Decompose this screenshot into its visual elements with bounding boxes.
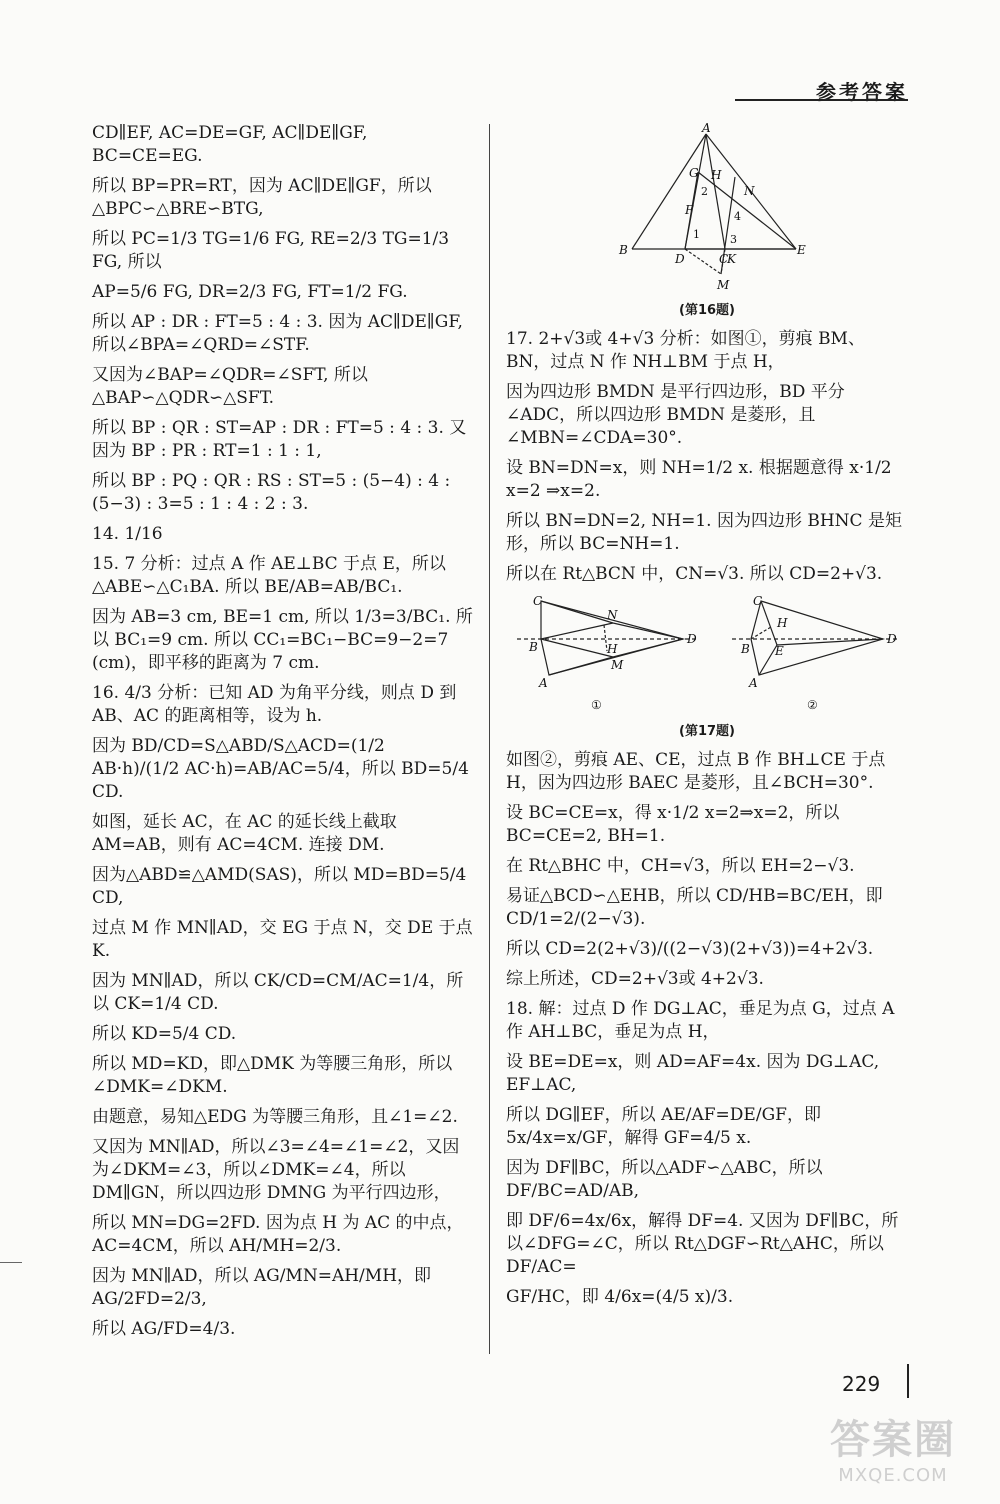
- text-line: 设 BE=DE=x，则 AD=AF=4x. 因为 DG⊥AC, EF⊥AC,: [506, 1052, 880, 1095]
- figure-16-diagram: [607, 122, 807, 292]
- text-line: 所以 BN=DN=2, NH=1. 因为四边形 BHNC 是矩形，所以 BC=NH=1.: [506, 511, 902, 554]
- f1-label-C: C: [533, 594, 543, 608]
- text-line: 因为 AB=3 cm, BE=1 cm, 所以 1/3=3/BC₁. 所以 BC₁=9 cm. 所以 CC₁=BC₁−BC=9−2=7 (cm)，即平移的距离为 7 cm.: [92, 607, 473, 673]
- f1-label-M: M: [611, 658, 624, 672]
- text-line: 所以在 Rt△BCN 中，CN=√3. 所以 CD=2+√3.: [506, 564, 883, 584]
- watermark-url: MXQE.COM: [838, 1465, 948, 1486]
- text-line: 设 BC=CE=x，得 x·1/2 x=2⇒x=2，所以 BC=CE=2, BH=1.: [506, 803, 840, 846]
- label-G: G: [689, 166, 699, 180]
- f2-label-B: B: [741, 642, 750, 656]
- angle-3: 3: [730, 233, 737, 246]
- text-line: 因为 MN∥AD，所以 AG/MN=AH/MH，即 AG/2FD=2/3,: [92, 1266, 432, 1309]
- label-K: K: [727, 252, 736, 266]
- label-N: N: [744, 184, 755, 198]
- f1-label-B: B: [529, 640, 538, 654]
- label-C: C: [719, 252, 729, 266]
- figure-16: [506, 122, 908, 318]
- text-line: 所以 BP=PR=RT，因为 AC∥DE∥GF，所以 △BPC∽△BRE∽BTG,: [92, 176, 432, 219]
- text-line: 因为 DF∥BC，所以△ADF∽△ABC，所以 DF/BC=AD/AB,: [506, 1158, 823, 1201]
- f1-number: ①: [591, 698, 602, 712]
- label-A: A: [702, 122, 711, 135]
- page-number: 229: [842, 1372, 881, 1396]
- answer-15: 15. 7 分析：过点 A 作 AE⊥BC 于点 E，所以△ABE∽△C₁BA. 所以 BE/AB=AB/BC₁.: [92, 554, 446, 597]
- text-line: 所以 BP : PQ : QR : RS : ST=5 : (5−4) : 4 : (5−3) : 3=5 : 1 : 4 : 2 : 3.: [92, 471, 451, 514]
- watermark-logo: [818, 1408, 968, 1490]
- label-H: H: [711, 168, 722, 182]
- f1-label-N: N: [607, 608, 618, 622]
- f2-label-D: D: [887, 632, 897, 646]
- answer-18: 18. 解：过点 D 作 DG⊥AC，垂足为点 G，过点 A 作 AH⊥BC，垂足为点 H，: [506, 999, 895, 1042]
- label-B: B: [619, 243, 628, 257]
- margin-tick: [0, 1262, 22, 1263]
- answer-14: 14. 1/16: [92, 524, 163, 544]
- page-number-rule: [907, 1364, 909, 1398]
- text-line: 所以 MN=DG=2FD. 因为点 H 为 AC 的中点，AC=4CM，所以 AH/MH=2/3.: [92, 1213, 464, 1256]
- text-line: CD∥EF, AC=DE=GF, AC∥DE∥GF, BC=CE=EG.: [92, 123, 368, 166]
- column-divider: [489, 124, 490, 1354]
- text-line: AP=5/6 FG, DR=2/3 FG, FT=1/2 FG.: [92, 282, 408, 302]
- text-line: 所以 DG∥EF，所以 AE/AF=DE/GF，即 5x/4x=x/GF，解得 GF=4/5 x.: [506, 1105, 821, 1148]
- text-line: 设 BN=DN=x，则 NH=1/2 x. 根据题意得 x·1/2 x=2 ⇒x=2.: [506, 458, 892, 501]
- angle-2: 2: [701, 185, 708, 198]
- text-line: 所以 PC=1/3 TG=1/6 FG, RE=2/3 TG=1/3 FG, 所以: [92, 229, 450, 272]
- f2-label-C: C: [753, 594, 763, 608]
- text-line: 因为 MN∥AD，所以 CK/CD=CM/AC=1/4，所以 CK=1/4 CD.: [92, 971, 464, 1014]
- text-line: 易证△BCD∽△EHB，所以 CD/HB=BC/EH，即 CD/1=2/(2−√3).: [506, 886, 883, 929]
- f1-label-A: A: [539, 676, 548, 690]
- text-line: 过点 M 作 MN∥AD，交 EG 于点 N，交 DE 于点 K.: [92, 918, 473, 961]
- text-line: 因为 BD/CD=S△ABD/S△ACD=(1/2 AB·h)/(1/2 AC·h)=AB/AC=5/4，所以 BD=5/4 CD.: [92, 736, 469, 802]
- figure-17-caption: (第17题): [679, 724, 735, 739]
- answer-16: 16. 4/3 分析：已知 AD 为角平分线，则点 D 到 AB、AC 的距离相等，设为 h.: [92, 683, 457, 726]
- f1-label-H: H: [607, 642, 618, 656]
- label-E: E: [797, 243, 806, 257]
- text-line: 又因为 MN∥AD，所以∠3=∠4=∠1=∠2，又因为∠DKM=∠3，所以∠DMK=∠4，所以 DM∥GN，所以四边形 DMNG 为平行四边形，: [92, 1137, 460, 1203]
- text-line: 因为四边形 BMDN 是平行四边形，BD 平分∠ADC，所以四边形 BMDN 是菱形，且∠MBN=∠CDA=30°.: [506, 382, 845, 448]
- page-header-title: 参考答案: [816, 80, 908, 104]
- label-M: M: [717, 278, 730, 292]
- figure-16-caption: (第16题): [679, 303, 735, 318]
- text-line: 又因为∠BAP=∠QDR=∠SFT, 所以△BAP∽△QDR∽△SFT.: [92, 365, 368, 408]
- figure-17-diagram: [507, 593, 907, 713]
- text-line: 如图，延长 AC，在 AC 的延长线上截取 AM=AB，则有 AC=4CM. 连接 DM.: [92, 812, 397, 855]
- text-line: 因为△ABD≌△AMD(SAS)，所以 MD=BD=5/4 CD,: [92, 865, 467, 908]
- label-D: D: [675, 252, 685, 266]
- text-line: 所以 AP : DR : FT=5 : 4 : 3. 因为 AC∥DE∥GF, 所以∠BPA=∠QRD=∠STF.: [92, 312, 463, 355]
- text-line: 所以 AG/FD=4/3.: [92, 1319, 236, 1339]
- answer-17: 17. 2+√3或 4+√3 分析：如图①，剪痕 BM、BN，过点 N 作 NH⊥BM 于点 H，: [506, 329, 865, 372]
- text-line: 如图②，剪痕 AE、CE，过点 B 作 BH⊥CE 于点 H，因为四边形 BAEC 是菱形，且∠BCH=30°.: [506, 750, 886, 793]
- left-column: [92, 122, 474, 1348]
- f1-label-D: D: [687, 632, 697, 646]
- text-line: GF/HC，即 4/6x=(4/5 x)/3.: [506, 1287, 734, 1307]
- header-rule: [735, 99, 908, 101]
- text-line: 所以 BP : QR : ST=AP : DR : FT=5 : 4 : 3. 又因为 BP : PR : RT=1 : 1 : 1,: [92, 418, 467, 461]
- text-line: 所以 CD=2(2+√3)/((2−√3)(2+√3))=4+2√3.: [506, 939, 874, 959]
- text-line: 在 Rt△BHC 中，CH=√3，所以 EH=2−√3.: [506, 856, 855, 876]
- f2-label-H: H: [777, 616, 788, 630]
- angle-4: 4: [734, 210, 741, 223]
- text-line: 即 DF/6=4x/6x，解得 DF=4. 又因为 DF∥BC，所以∠DFG=∠C，所以 Rt△DGF∽Rt△AHC，所以 DF/AC=: [506, 1211, 899, 1277]
- text-line: 所以 KD=5/4 CD.: [92, 1024, 237, 1044]
- f2-label-E: E: [775, 644, 784, 658]
- angle-1: 1: [693, 228, 700, 241]
- f2-number: ②: [807, 698, 818, 712]
- watermark-text: 答案圈: [830, 1417, 956, 1463]
- label-F: F: [685, 203, 694, 217]
- right-column: [506, 122, 908, 1316]
- text-line: 所以 MD=KD，即△DMK 为等腰三角形，所以∠DMK=∠DKM.: [92, 1054, 453, 1097]
- text-line: 由题意，易知△EDG 为等腰三角形，且∠1=∠2.: [92, 1107, 458, 1127]
- f2-label-A: A: [749, 676, 758, 690]
- figure-17: [506, 593, 908, 739]
- text-line: 综上所述，CD=2+√3或 4+2√3.: [506, 969, 764, 989]
